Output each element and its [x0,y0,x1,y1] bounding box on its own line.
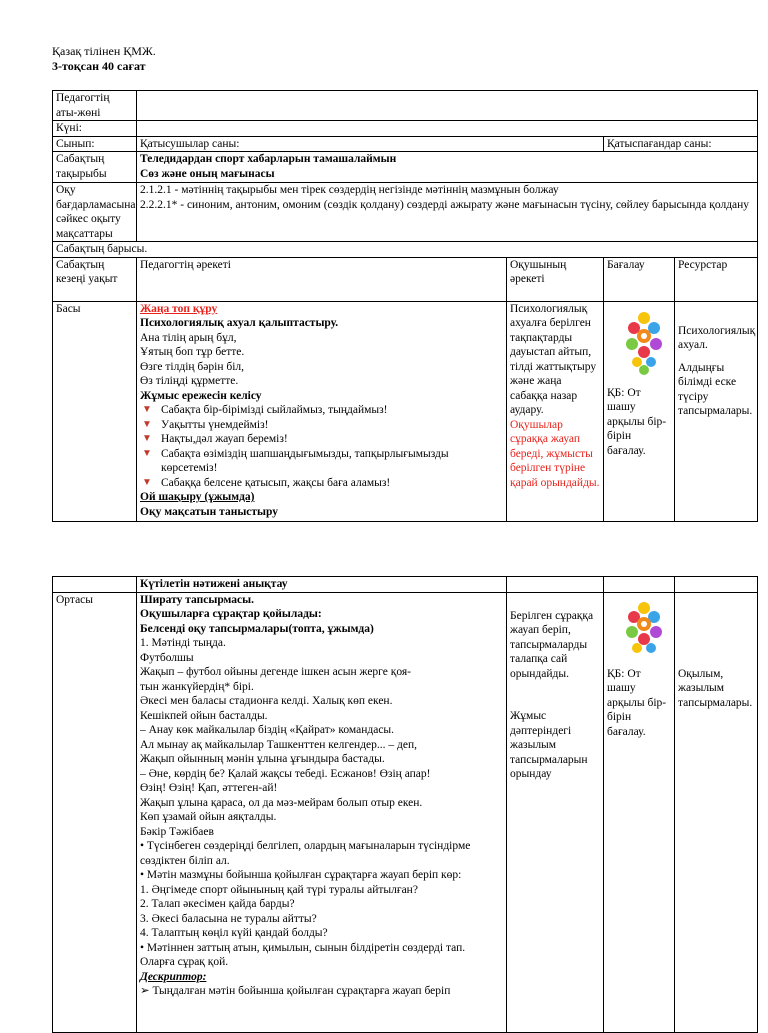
text-line: тын жанкүйердің* бірі. [140,680,254,693]
col-resources-header: Ресурстар [675,257,758,301]
topic-value [137,152,758,183]
list-item: ▼ Сабақта өзіміздің шапшаңдығымызды, тапқырлығымызды көрсетеміз! [142,447,449,474]
student-activity-middle [507,592,604,1032]
question-line: 1. Әңгімеде спорт ойынының қай түрі туралы айтылған? [140,883,418,896]
resources-text: Оқылым, жазылым тапсырмалары. [678,667,753,709]
list-item: ▼ Сабаққа белсене қатысып, жақсы баға аламыз! [142,476,391,489]
col-assessment-header: Бағалау [604,257,675,301]
student-text: Психологиялық ахуалға берілген тақпақтарды дауыстап айтып, тілді жаттықтыру және жаңа сабаққа назар аудару. [510,302,597,416]
header-quarter: 3-тоқсан 40 сағат [52,59,146,73]
student-text-1: Берілген сұраққа жауап беріп, тапсырмаларды талапқа сай орындайды. [510,609,594,680]
arrow-bullet-icon: ▼ [142,447,152,459]
resources-middle [675,592,758,1032]
bullet-2: • Мәтін мазмұны бойынша қойылған сұрақтарға жауап беріп көр: [140,869,462,881]
teacher-name-value [137,91,758,121]
col-student-header: Оқушының әрекеті [507,257,604,301]
question-line: 3. Әкесі баласына не туралы айтты? [140,912,317,925]
text-line: Бәкір Тәжібаев [140,825,214,838]
arrow-bullet-icon: ▼ [142,433,152,444]
text-line: Кешікпей ойын басталды. [140,709,268,722]
text-line: Өзің! Өзің! Қап, әттеген-ай! [140,782,278,794]
student-red-text: Оқушылар сұраққа жауап береді, жұмысты берілген түріне қарай орындайды. [510,418,600,489]
topic-label: Сабақтың тақырыбы [53,152,137,183]
text-line: 1. Мәтінді тыңда. [140,637,226,649]
student-text-2: Жұмыс дәптеріндегі жазылым тапсырмаларын орындау [510,710,588,780]
question-line: 2. Талап әкесімен қайда барды? [140,898,295,910]
stage-start: Басы [53,301,137,521]
questions-heading: Оқушыларға сұрақтар қойылады: [140,608,322,620]
text-line: Жақып ойынның мәнін ұлына ұғындыра бастады. [140,753,385,765]
rules-list [140,403,503,490]
warmup-heading: Ширату тапсырмасы. [140,593,255,606]
active-tasks-heading: Белсенді оқу тапсырмалары(топта, ұжымда) [140,622,374,635]
teacher-activity-middle [137,592,507,1032]
poem-line: Өзге тілдің бәрін біл, [140,360,245,373]
text-line: – Әне, көрдің бе? Қалай жақсы тебеді. Есжанов! Өзің апар! [140,767,431,780]
bullet-1-cont: сөздіктен біліп ал. [140,854,230,867]
empty-cell [507,577,604,593]
document-header [52,44,156,74]
bullet-3-cont: Оларға сұрақ қой. [140,956,229,968]
progress-label: Сабақтың барысы. [53,242,758,258]
resources-line-2: Алдыңғы білімді еске түсіру тапсырмалары. [678,361,753,417]
objective-1: 2.1.2.1 - мәтіннің тақырыбы мен тірек сөздердің негізінде мәтіннің мазмұнын болжау [140,184,559,196]
poem-line: Ұятың боп тұр бетте. [140,346,245,358]
topic-line-2: Сөз және оның мағынасы [140,167,275,180]
empty-cell [675,577,758,593]
col-stage-header: Сабақтың кезеңі уақыт [53,257,137,301]
resources-start [675,301,758,521]
empty-cell [604,577,675,593]
poem-line: Ана тілің арың бұл, [140,331,237,344]
bullet-1: • Түсінбеген сөздеріңді белгілеп, олардың мағыналарын түсіндірме [140,840,471,852]
topic-line-1: Теледидардан спорт хабарларын тамашалаймын [140,153,397,165]
new-group-heading: Жаңа топ құру [140,302,218,315]
assessment-start [604,301,675,521]
present-label: Қатысушылар саны: [137,136,604,152]
list-item: ▼ Нақты,дәл жауап береміз! [142,433,288,445]
resources-line-1: Психологиялық ахуал. [678,324,756,351]
poem-line: Өз тіліңді құрметте. [140,375,239,387]
date-label: Күні: [53,121,137,137]
absent-label: Қатыспағандар саны: [604,136,758,152]
descriptor-line: ➢ Тыңдалған мәтін бойынша қойылған сұрақтарға жауап беріп [140,985,451,997]
arrow-bullet-icon: ▼ [142,476,152,488]
text-line: Ал мынау ақ майкалылар Ташкенттен келгендер... – деп, [140,738,418,751]
text-line: Көп ұзамай ойын аяқталды. [140,811,277,823]
header-subject: Қазақ тілінен ҚМЖ. [52,44,156,58]
date-value [137,121,758,137]
psych-heading: Психологиялық ахуал қалыптастыру. [140,317,339,329]
class-label: Сынып: [53,136,137,152]
brainstorm-heading: Ой шақыру (ұжымда) [140,491,255,503]
lesson-plan-table-1 [52,90,758,522]
text-line: Футболшы [140,651,194,664]
lesson-plan-table-2 [52,576,758,1033]
objectives-label: Оқу бағдарламасына сәйкес оқыту мақсаттары [53,183,137,242]
text-line: – Анау көк майкалылар біздің «Қайрат» командасы. [140,724,395,736]
question-line: 4. Талаптың көңіл күйі қандай болды? [140,927,328,939]
text-line: Әкесі мен баласы стадионға келді. Халық көп екен. [140,695,393,707]
fireworks-image [623,599,665,661]
rules-heading: Жұмыс ережесін келісу [140,389,262,402]
student-activity-start [507,301,604,521]
goal-heading: Оқу мақсатын таныстыру [140,505,279,518]
stage-middle: Ортасы [53,592,137,1032]
list-item: ▼ Уақытты үнемдейміз! [142,418,269,431]
expected-result: Күтілетін нәтижені анықтау [137,577,507,593]
text-line: Жақып ұлына қараса, ол да мәз-мейрам болып отыр екен. [140,796,423,809]
arrow-bullet-icon: ▼ [142,418,152,430]
objective-2: 2.2.2.1* - синоним, антоним, омоним (сөздік қолдану) сөздерді ажырату және мағынасын түсіну, сөйлеу барысында қолдану [140,198,750,211]
teacher-activity-start [137,301,507,521]
arrow-bullet-icon: ▼ [142,404,152,415]
assessment-text: ҚБ: От шашу арқылы бір-бірін бағалау. [607,386,667,457]
assessment-middle [604,592,675,1032]
bullet-3: • Мәтіннен заттың атын, қимылын, сынын білдіретін сөздерді тап. [140,941,466,954]
assessment-text: ҚБ: От шашу арқылы бір-бірін бағалау. [607,667,667,738]
descriptor-heading: Дескриптор: [140,970,207,983]
empty-cell [53,577,137,593]
list-item: ▼ Сабақта бір-бірімізді сыйлаймыз, тыңдаймыз! [142,404,388,416]
text-line: Жақып – футбол ойыны дегенде ішкен асын жерге қоя- [140,666,411,678]
objectives-value [137,183,758,242]
col-teacher-header: Педагогтің әрекеті [137,257,507,301]
fireworks-image [623,308,665,380]
teacher-name-label: Педагогтің аты-жөні [53,91,137,121]
